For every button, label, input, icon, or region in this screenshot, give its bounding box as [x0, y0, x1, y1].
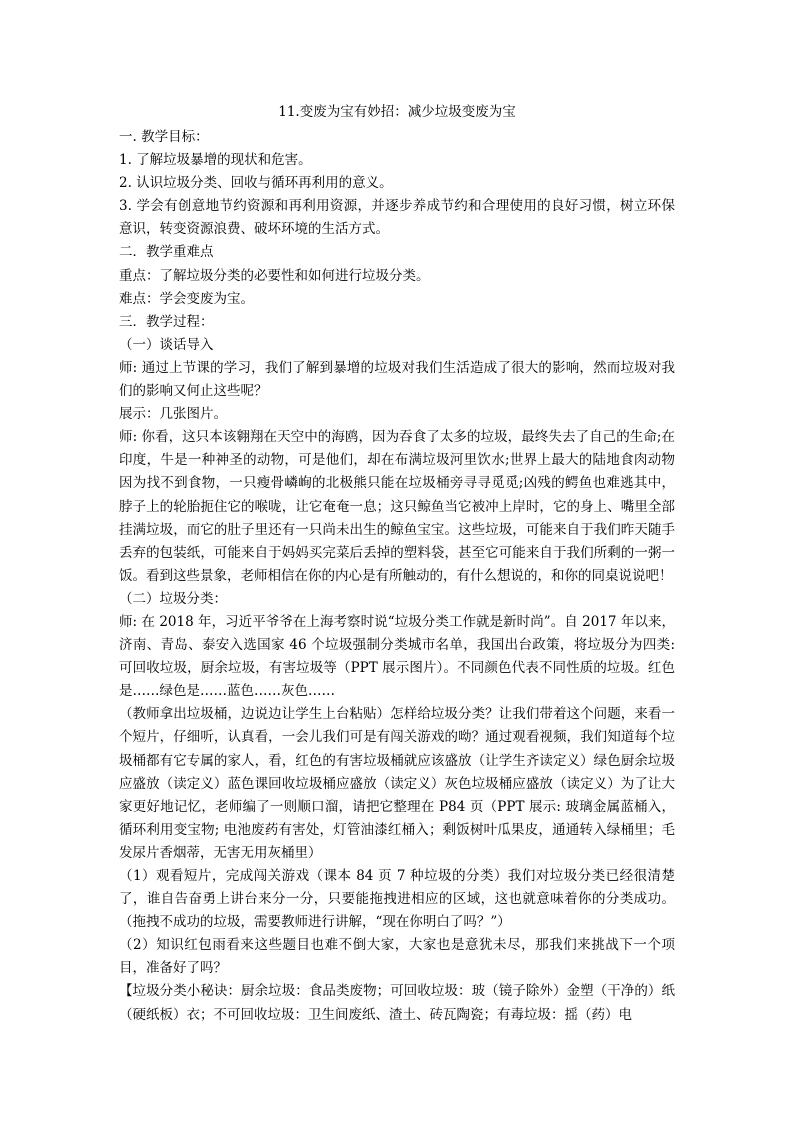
paragraph-show-pictures: 展示：几张图片。	[119, 406, 227, 423]
section-heading-key-points: 二．教学重难点	[119, 244, 214, 261]
paragraph-teacher-intro: 师: 通过上节课的学习，我们了解到暴增的垃圾对我们生活造成了很大的影响，然而垃圾对我们的影响又何止这些呢？	[119, 359, 675, 400]
objective-item-3: 3. 学会有创意地节约资源和再利用资源，并逐步养成节约和合理使用的良好习惯，树立环保意识，转变资源浪费、破坏环境的生活方式。	[119, 198, 675, 238]
objective-item-1: 1. 了解垃圾暴增的现状和危害。	[119, 152, 312, 169]
paragraph-teacher-policy: 师: 在 2018 年，习近平爷爷在上海考察时说“垃圾分类工作就是新时尚”。自 2017 年以来，济南、青岛、泰安入选国家 46 个垃圾强制分类城市名单，我国出台政策，将垃圾分为四类:可回收垃圾，厨余垃圾，有害垃圾等（PPT 展示图片）。不同颜色代表不同性质的垃圾。红色是……绿色是……蓝色……灰色……	[119, 613, 675, 700]
subsection-heading-classification: （二）垃圾分类：	[119, 590, 227, 607]
section-heading-process: 三．教学过程：	[119, 313, 214, 330]
objective-item-2: 2. 认识垃圾分类、回收与循环再利用的意义。	[119, 175, 393, 192]
document-title: 11.变废为宝有妙招：减少垃圾变废为宝	[278, 104, 516, 120]
key-point: 重点：了解垃圾分类的必要性和如何进行垃圾分类。	[119, 267, 430, 284]
paragraph-bins-activity: （教师拿出垃圾桶，边说边让学生上台粘贴）怎样给垃圾分类？让我们带着这个问题，来看一个短片，仔细听，认真看，一会儿我们可是有闯关游戏的呦？通过观看视频，我们知道每个垃圾桶都有它专属的家人，看，红色的有害垃圾桶就应该盛放（让学生齐读定义）绿色厨余垃圾应盛放（读定义）蓝色课回收垃圾桶应盛放（读定义）灰色垃圾桶应盛放（读定义）为了让大家更好地记忆，老师编了一则顺口溜，请把它整理在 P84 页（PPT 展示: 玻璃金属蓝桶入，循环利用变宝物; 电池废药有害处，灯管油漆红桶入；剩饭树叶瓜果皮，通通转入绿桶里；毛发尿片香烟蒂，无害无用灰桶里）	[119, 706, 675, 861]
document-body	[119, 126, 675, 1027]
paragraph-game-step-2: （2）知识红包雨看来这些题目也难不倒大家，大家也是意犹未尽，那我们来挑战下一个项目，准备好了吗？	[119, 937, 675, 977]
subsection-heading-intro: （一）谈话导入	[119, 336, 214, 353]
section-heading-objectives: 一. 教学目标：	[119, 129, 209, 145]
paragraph-teacher-story: 师: 你看，这只本该翱翔在天空中的海鸥，因为吞食了太多的垃圾，最终失去了自己的生命;在印度，牛是一种神圣的动物，可是他们，却在布满垃圾河里饮水;世界上最大的陆地食肉动物因为找不到食物，一只瘦骨嶙峋的北极熊只能在垃圾桶旁寻寻觅觅;凶残的鳄鱼也难逃其中，脖子上的轮胎扼住它的喉咙，让它奄奄一息；这只鲸鱼当它被冲上岸时，它的身上、嘴里全部挂满垃圾，而它的肚子里还有一只尚未出生的鲸鱼宝宝。这些垃圾，可能来自于我们昨天随手丢弃的包装纸，可能来自于妈妈买完菜后丢掉的塑料袋，甚至它可能来自于我们所剩的一粥一饭。看到这些景象，老师相信在你的内心是有所触动的，有什么想说的，和你的同桌说说吧！	[119, 429, 675, 584]
paragraph-sorting-tips: 【垃圾分类小秘诀：厨余垃圾：食品类废物；可回收垃圾：玻（镜子除外）金塑（干净的）纸（硬纸板）衣；不可回收垃圾：卫生间废纸、渣土、砖瓦陶瓷；有毒垃圾：摇（药）电	[119, 983, 675, 1023]
paragraph-game-step-1: （1）观看短片，完成闯关游戏（课本 84 页 7 种垃圾的分类）我们对垃圾分类已经很清楚了，谁自告奋勇上讲台来分一分，只要能拖拽进相应的区域，这也就意味着你的分类成功。（拖拽不成功的垃圾，需要教师进行讲解，“现在你明白了吗？”）	[119, 868, 675, 931]
difficult-point: 难点：学会变废为宝。	[119, 290, 254, 307]
